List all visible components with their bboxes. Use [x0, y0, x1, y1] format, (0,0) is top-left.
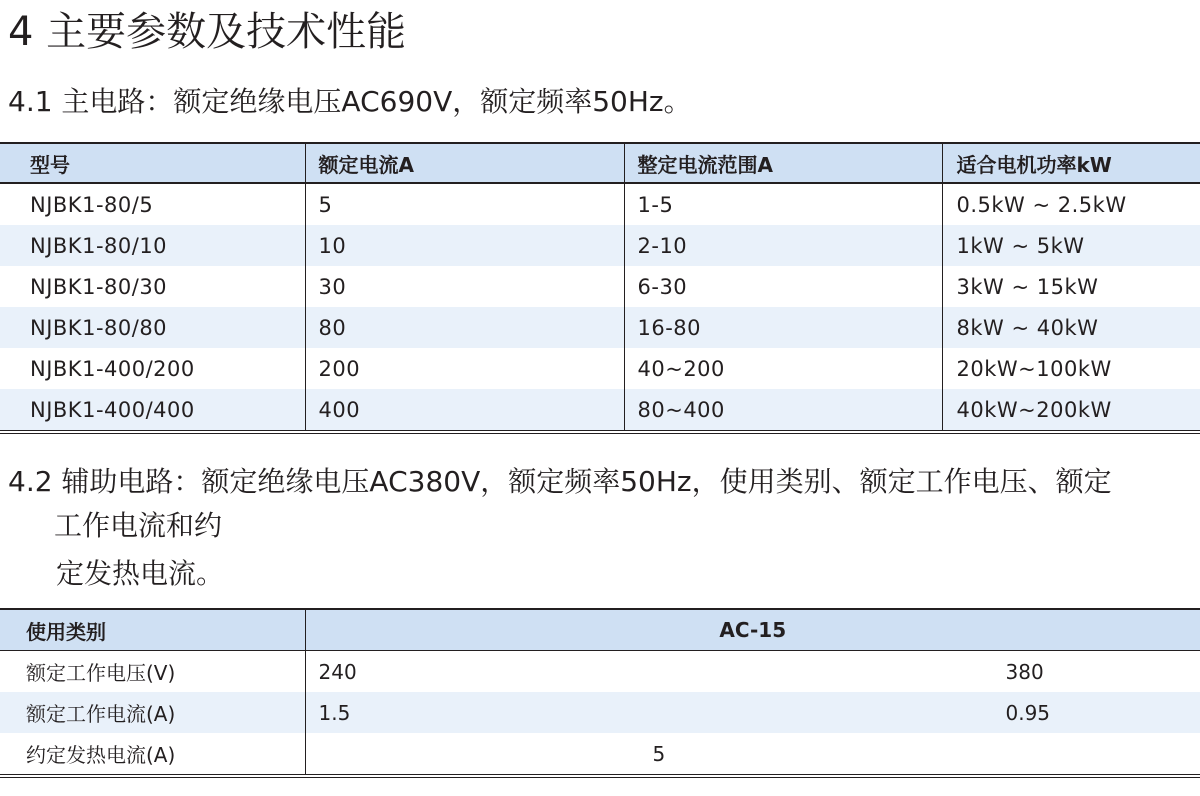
cell-rated-current-label: 额定工作电流(A): [0, 692, 305, 733]
cell-motor-power: 1kW ~ 5kW: [942, 225, 1200, 266]
cell-rated-current: 80: [305, 307, 624, 348]
cell-motor-power: 0.5kW ~ 2.5kW: [942, 183, 1200, 225]
table-row: [0, 389, 1200, 432]
cell-setting-range: 1-5: [624, 183, 942, 225]
value-0-95: 0.95: [1005, 700, 1051, 725]
table-header-row: [0, 143, 1200, 183]
cell-model: NJBK1-80/30: [30, 274, 168, 299]
cell-motor-power: 8kW ~ 40kW: [942, 307, 1200, 348]
cell-rated-voltage-values: [305, 651, 1200, 693]
section-4-2-heading: 4.2 辅助电路：额定绝缘电压AC380V，额定频率50Hz，使用类别、额定工作电压、额定: [8, 465, 1112, 498]
table-row: [0, 651, 1200, 693]
header-ac-15: AC-15: [305, 609, 1200, 651]
header-rated-current: 额定电流A: [305, 143, 624, 183]
table-header-row: [0, 609, 1200, 651]
table-row: [0, 348, 1200, 389]
cell-motor-power: 20kW~100kW: [942, 348, 1200, 389]
cell-setting-range: 80~400: [624, 389, 942, 432]
cell-model: NJBK1-80/10: [0, 225, 305, 266]
cell-model: NJBK1-400/200: [30, 356, 195, 381]
header-utilization-category: 使用类别: [0, 609, 305, 651]
value-5: 5: [652, 741, 666, 766]
cell-rated-current: 400: [305, 389, 624, 432]
cell-motor-power: 3kW ~ 15kW: [942, 266, 1200, 307]
main-circuit-parameters-table: [0, 142, 1200, 434]
cell-model: NJBK1-80/5: [30, 192, 154, 217]
header-motor-power: 适合电机功率kW: [942, 143, 1200, 183]
section-4-2-continuation-1: 工作电流和约: [54, 509, 223, 542]
cell-setting-range: 2-10: [624, 225, 942, 266]
header-setting-current-range: 整定电流范围A: [624, 143, 942, 183]
cell-model: NJBK1-400/400: [0, 389, 305, 432]
section-4-1-heading: 4.1 主电路：额定绝缘电压AC690V，额定频率50Hz。: [8, 85, 692, 118]
table-row: [0, 307, 1200, 348]
cell-motor-power: 40kW~200kW: [942, 389, 1200, 432]
value-240: 240: [318, 659, 357, 684]
cell-rated-current: 5: [305, 183, 624, 225]
cell-setting-range: 16-80: [624, 307, 942, 348]
cell-setting-range: 40~200: [624, 348, 942, 389]
cell-rated-current: 200: [305, 348, 624, 389]
cell-rated-voltage-label: 额定工作电压(V): [26, 661, 176, 685]
cell-rated-current: 10: [305, 225, 624, 266]
cell-thermal-current-label: 约定发热电流(A): [26, 743, 176, 767]
table-row: [0, 266, 1200, 307]
cell-rated-current: 30: [305, 266, 624, 307]
table-row: [0, 692, 1200, 733]
table-row: [0, 225, 1200, 266]
header-model: 型号: [0, 143, 305, 183]
cell-setting-range: 6-30: [624, 266, 942, 307]
table-row: [0, 733, 1200, 776]
value-380: 380: [1005, 659, 1044, 684]
cell-model: NJBK1-80/80: [0, 307, 305, 348]
cell-thermal-current-value: [305, 733, 1200, 776]
auxiliary-circuit-table: [0, 608, 1200, 778]
page-title: 4 主要参数及技术性能: [8, 9, 407, 55]
section-4-2-continuation-2: 定发热电流。: [56, 557, 225, 590]
cell-rated-current-values: [305, 692, 1200, 733]
table-row: [0, 183, 1200, 225]
value-1-5: 1.5: [318, 700, 351, 725]
